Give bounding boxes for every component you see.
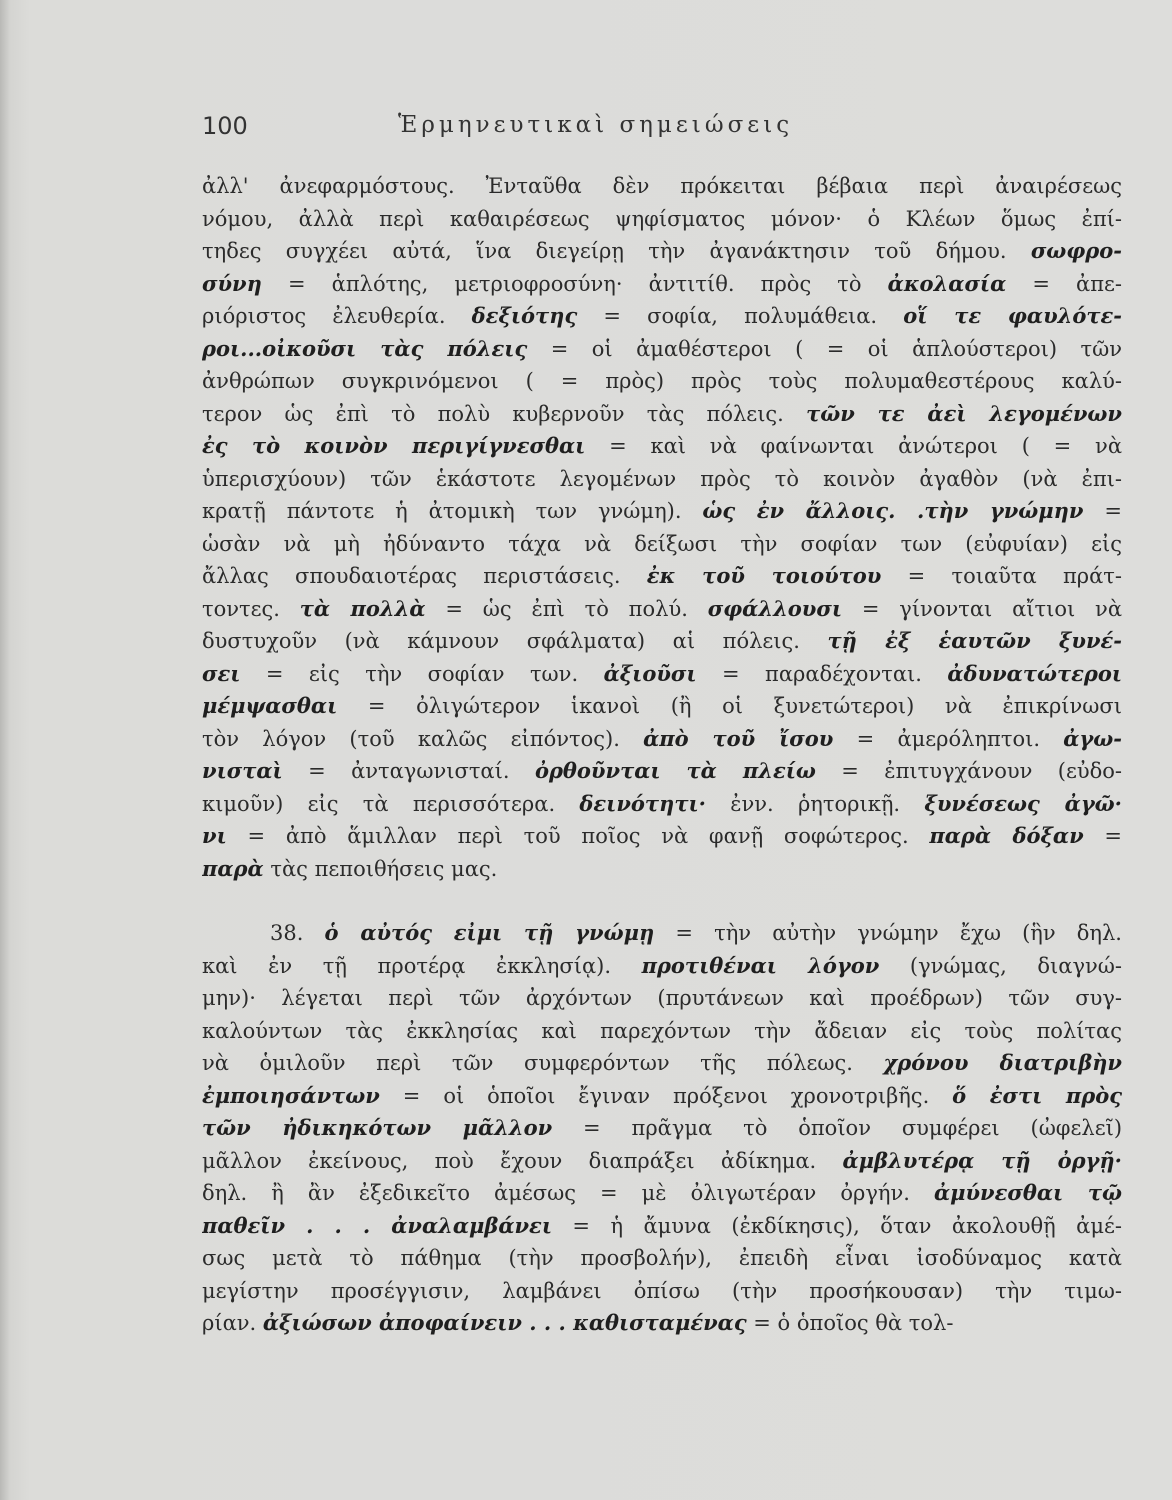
- lemma-term: σωφρο-: [1030, 238, 1122, 263]
- gloss-text: = ὀλιγώτερον ἱκανοὶ (ἢ οἱ ξυνετώτεροι) νὰ ἐπικρίνωσι: [337, 694, 1122, 718]
- lemma-term: τῶν τε ἀεὶ λεγομένων: [806, 400, 1122, 426]
- text-line: [202, 1015, 1122, 1048]
- gloss-text: τηδες συγχέει αὐτά, ἵνα διεγείρῃ τὴν ἀγανάκτησιν τοῦ δήμου.: [202, 239, 1031, 263]
- lemma-term: νι: [202, 823, 227, 848]
- text-line: [202, 560, 1122, 593]
- text-line: [202, 723, 1122, 756]
- gloss-text: ἀνθρώπων συγκρινόμενοι ( = πρὸς) πρὸς τοὺς πολυμαθεστέρους καλύ-: [202, 369, 1122, 393]
- lemma-term: ὁ αὐτός εἰμι τῇ γνώμῃ: [324, 920, 655, 945]
- text-line: [202, 788, 1122, 821]
- lemma-term: νισταὶ: [202, 758, 283, 783]
- gloss-text: = ἀμερόληπτοι.: [833, 726, 1064, 751]
- gloss-text: τὸν λόγον (τοῦ καλῶς εἰπόντος).: [202, 726, 644, 751]
- lemma-term: τῶν ἠδικηκότων μᾶλλον: [202, 1115, 553, 1140]
- gloss-text: καὶ ἐν τῇ προτέρᾳ ἐκκλησίᾳ).: [202, 953, 642, 978]
- gloss-text: σως μετὰ τὸ πάθημα (τὴν προσβολήν), ἐπειδὴ εἶναι ἰσοδύναμος κατὰ: [202, 1246, 1122, 1270]
- gloss-text: = γίνονται αἴτιοι νὰ: [842, 596, 1122, 621]
- lemma-term: ἐκ τοῦ τοιούτου: [646, 563, 882, 588]
- lemma-term: ὅ ἐστι πρὸς: [952, 1082, 1122, 1108]
- lemma-term: μέμψασθαι: [202, 693, 338, 718]
- gloss-text: = εἰς τὴν σοφίαν των.: [240, 661, 604, 686]
- gloss-text: = παραδέχονται.: [696, 661, 948, 686]
- text-line: [202, 1145, 1122, 1178]
- text-line: [202, 170, 1122, 203]
- lemma-term: προτιθέναι λόγον: [641, 952, 880, 978]
- lemma-term: ἀξιώσων ἀποφαίνειν . . . καθισταμένας: [262, 1310, 747, 1335]
- gloss-text: = ἀπε-: [1006, 271, 1122, 296]
- gloss-text: = ὁ ὁποῖος θὰ τολ-: [746, 1311, 954, 1335]
- text-line: [202, 853, 1122, 886]
- gloss-text: τερον ὡς ἐπὶ τὸ πολὺ κυβερνοῦν τὰς πόλεις.: [202, 401, 807, 426]
- gloss-text: μην)· λέγεται περὶ τῶν ἀρχόντων (πρυτάνεων καὶ προέδρων) τῶν συγ-: [202, 986, 1122, 1010]
- lemma-term: ἀκολασία: [887, 270, 1007, 296]
- text-line: [202, 528, 1122, 561]
- gloss-text: 38.: [270, 921, 325, 945]
- gloss-text: = ἀνταγωνισταί.: [282, 759, 535, 783]
- page-header: [202, 112, 1122, 148]
- lemma-term: ἀμύνεσθαι τῷ: [933, 1180, 1122, 1205]
- gloss-text: ὑπερισχύουν) τῶν ἑκάστοτε λεγομένων πρὸς τὸ κοινὸν ἀγαθὸν (νὰ ἐπι-: [202, 466, 1122, 491]
- lemma-term: σφάλλουσι: [707, 595, 843, 621]
- text-line: [202, 1112, 1122, 1145]
- gloss-text: κιμοῦν) εἰς τὰ περισσότερα.: [202, 791, 580, 816]
- text-line: [202, 917, 1122, 950]
- gloss-text: ὡσὰν νὰ μὴ ἠδύναντο τάχα νὰ δείξωσι τὴν σοφίαν των (εὐφυίαν) εἰς: [202, 531, 1122, 556]
- lemma-term: ἀξιοῦσι: [603, 660, 697, 686]
- gloss-text: = ἀπὸ ἅμιλλαν περὶ τοῦ ποῖος νὰ φανῇ σοφώτερος.: [226, 824, 930, 848]
- page-number: 100: [202, 112, 248, 140]
- gloss-text: = οἱ ἀμαθέστεροι ( = οἱ ἁπλούστεροι) τῶν: [527, 336, 1122, 361]
- gloss-text: μεγίστην προσέγγισιν, λαμβάνει ὀπίσω (τὴν προσήκουσαν) τὴν τιμω-: [202, 1278, 1122, 1303]
- text-line: [202, 1307, 1122, 1340]
- lemma-term: ροι...οἰκοῦσι τὰς πόλεις: [202, 335, 528, 361]
- text-line: [202, 950, 1122, 983]
- text-line: [202, 333, 1122, 366]
- lemma-term: ὀρθοῦνται τὰ πλείω: [534, 758, 816, 783]
- lemma-term: παθεῖν . . . ἀναλαμβάνει: [202, 1212, 552, 1238]
- text-line: [202, 658, 1122, 691]
- lemma-term: τὰ πολλὰ: [299, 595, 426, 621]
- lemma-term: ἐς τὸ κοινὸν περιγίγνεσθαι: [202, 433, 586, 458]
- text-line: [202, 300, 1122, 333]
- lemma-term: σύνη: [202, 270, 262, 296]
- lemma-term: ἀγω-: [1063, 725, 1122, 751]
- body-text: [202, 170, 1122, 1340]
- paragraph: [202, 917, 1122, 1340]
- text-line: [202, 625, 1122, 658]
- gloss-text: = σοφία, πολυμάθεια.: [577, 304, 904, 328]
- gloss-text: κρατῇ πάντοτε ἡ ἀτομικὴ των γνώμη).: [202, 499, 703, 523]
- gloss-text: =: [1083, 499, 1122, 523]
- lemma-term: σει: [202, 660, 241, 686]
- lemma-term: τῇ ἐξ ἑαυτῶν ξυνέ-: [827, 628, 1122, 653]
- gloss-text: νὰ ὁμιλοῦν περὶ τῶν συμφερόντων τῆς πόλεως.: [202, 1051, 884, 1075]
- gloss-text: τὰς πεποιθήσεις μας.: [263, 856, 498, 881]
- text-line: [202, 398, 1122, 431]
- lemma-term: δεξιότης: [471, 303, 578, 328]
- gloss-text: ἄλλας σπουδαιοτέρας περιστάσεις.: [202, 564, 647, 588]
- gloss-text: ἐνν. ῥητορικῇ.: [705, 791, 925, 816]
- gloss-text: δυστυχοῦν (νὰ κάμνουν σφάλματα) αἱ πόλεις.: [202, 629, 828, 653]
- gloss-text: ρίαν.: [202, 1311, 263, 1335]
- text-line: [202, 1210, 1122, 1243]
- gloss-text: μᾶλλον ἐκείνους, ποὺ ἔχουν διαπράξει ἀδίκημα.: [202, 1148, 843, 1173]
- lemma-term: παρὰ: [202, 855, 264, 881]
- text-line: [202, 820, 1122, 853]
- gloss-text: = ἐπιτυγχάνουν (εὐδο-: [815, 759, 1122, 783]
- text-line: [202, 495, 1122, 528]
- gloss-text: = ὡς ἐπὶ τὸ πολύ.: [425, 596, 708, 621]
- gloss-text: νόμου, ἀλλὰ περὶ καθαιρέσεως ψηφίσματος μόνον· ὁ Κλέων ὅμως ἐπί-: [202, 206, 1122, 231]
- lemma-term: ἀδυνατώτεροι: [947, 660, 1122, 686]
- gloss-text: (γνώμας, διαγνώ-: [879, 953, 1122, 978]
- paragraph: [202, 170, 1122, 885]
- text-line: [202, 982, 1122, 1015]
- text-line: [202, 690, 1122, 723]
- text-line: [202, 593, 1122, 626]
- text-line: [202, 365, 1122, 398]
- gloss-text: = τὴν αὐτὴν γνώμην ἔχω (ἣν δηλ.: [654, 921, 1122, 945]
- lemma-term: χρόνου διατριβὴν: [883, 1050, 1122, 1075]
- text-line: [202, 430, 1122, 463]
- gloss-text: καλούντων τὰς ἐκκλησίας καὶ παρεχόντων τὴν ἄδειαν εἰς τοὺς πολίτας: [202, 1018, 1122, 1043]
- text-line: [202, 1275, 1122, 1308]
- gloss-text: ριόριστος ἐλευθερία.: [202, 304, 472, 328]
- lemma-term: ἀμβλυτέρᾳ τῇ ὀργῇ·: [842, 1147, 1122, 1173]
- gloss-text: δηλ. ἢ ἂν ἐξεδικεῖτο ἀμέσως = μὲ ὀλιγωτέραν ὀργήν.: [202, 1181, 934, 1205]
- text-line: [202, 1177, 1122, 1210]
- text-line: [202, 268, 1122, 301]
- text-line: [202, 463, 1122, 496]
- text-line: [202, 755, 1122, 788]
- gloss-text: = ἁπλότης, μετριοφροσύνη· ἀντιτίθ. πρὸς τὸ: [261, 271, 888, 296]
- text-line: [202, 235, 1122, 268]
- lemma-term: δεινότητι·: [579, 790, 706, 816]
- lemma-term: παρὰ δόξαν: [929, 823, 1084, 848]
- lemma-term: ὡς ἐν ἄλλοις. .τὴν γνώμην: [702, 498, 1084, 523]
- gloss-text: ἀλλ' ἀνεφαρμόστους. Ἐνταῦθα δὲν πρόκειται βέβαια περὶ ἀναιρέσεως: [202, 174, 1122, 198]
- gloss-text: = πρᾶγμα τὸ ὁποῖον συμφέρει (ὠφελεῖ): [552, 1116, 1122, 1140]
- lemma-term: οἵ τε φαυλότε-: [903, 303, 1122, 328]
- text-line: [202, 203, 1122, 236]
- gloss-text: = οἱ ὁποῖοι ἔγιναν πρόξενοι χρονοτριβῆς.: [379, 1083, 953, 1108]
- running-title: Ἑρμηνευτικαὶ σημειώσεις: [398, 112, 794, 138]
- text-line: [202, 1242, 1122, 1275]
- lemma-term: ἀπὸ τοῦ ἴσου: [643, 725, 834, 751]
- lemma-term: ξυνέσεως ἀγῶ·: [924, 790, 1122, 816]
- gloss-text: = καὶ νὰ φαίνωνται ἀνώτεροι ( = νὰ: [585, 434, 1122, 458]
- lemma-term: ἐμποιησάντων: [202, 1082, 380, 1108]
- gloss-text: = τοιαῦτα πράτ-: [881, 564, 1122, 588]
- gloss-text: =: [1083, 824, 1122, 848]
- text-line: [202, 1080, 1122, 1113]
- text-line: [202, 1047, 1122, 1080]
- gloss-text: τοντες.: [202, 596, 300, 621]
- gloss-text: = ἡ ἄμυνα (ἐκδίκησις), ὅταν ἀκολουθῇ ἀμέ-: [551, 1213, 1122, 1238]
